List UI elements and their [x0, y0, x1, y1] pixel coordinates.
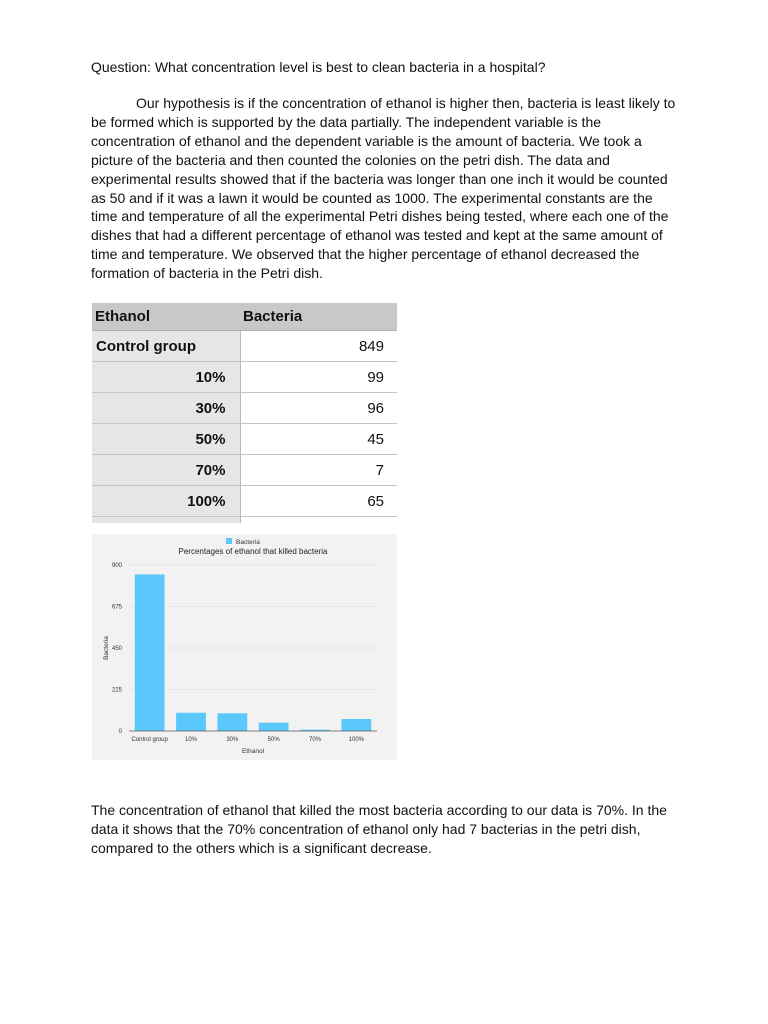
- row-value: 7: [240, 455, 397, 486]
- bar: [341, 719, 371, 731]
- legend-swatch: [226, 538, 232, 544]
- bar: [259, 723, 289, 731]
- y-tick-label: 675: [111, 604, 122, 611]
- table-header-row: [92, 303, 397, 331]
- row-value: 849: [240, 331, 397, 362]
- y-axis-label: Bacteria: [103, 636, 110, 660]
- row-label: Control group: [92, 331, 240, 362]
- x-tick-label: 70%: [308, 737, 322, 743]
- x-tick-label: 30%: [226, 737, 239, 743]
- table-tail-cell: [240, 517, 397, 524]
- row-value: 96: [240, 393, 397, 424]
- table-row: [92, 362, 397, 393]
- x-axis-label: Ethanol: [241, 748, 265, 755]
- hypothesis-paragraph: Our hypothesis is if the concentration of ethanol is higher then, bacteria is least likely to be formed which is supported by the data partially. The independent variable is the concentration of ethanol and the dependent variable is the amount of bacteria. We took a picture of the bacteria and then counted the colonies on the petri dish. The data and experimental results showed that if the bacteria was longer than one inch it would be counted as 50 and if it was a lawn it would be counted as 1000. The experimental constants are the time and temperature of all the experimental Petri dishes being tested, where each one of the dishes that had a different percentage of ethanol was tested and kept at the same amount of time and temperature. We observed that the higher percentage of ethanol decreased the formation of bacteria in the Petri dish.: [91, 95, 676, 282]
- y-tick-label: 225: [111, 687, 122, 694]
- results-table: [92, 303, 397, 523]
- row-label: 10%: [92, 362, 240, 393]
- bacteria-column-header: Bacteria: [240, 303, 397, 331]
- chart-canvas: [92, 534, 397, 760]
- y-tick-label: 450: [111, 646, 122, 652]
- row-label: 30%: [92, 393, 240, 424]
- bar: [135, 574, 165, 731]
- x-tick-label: 100%: [348, 737, 365, 743]
- x-tick-label: 10%: [184, 737, 198, 743]
- table-tail-row: [92, 517, 397, 524]
- y-tick-label: 0: [118, 729, 122, 735]
- table-row: [92, 455, 397, 486]
- table-row: [92, 393, 397, 424]
- row-label: 100%: [92, 486, 240, 517]
- y-tick-label: 900: [111, 563, 122, 569]
- ethanol-column-header: Ethanol: [92, 303, 240, 331]
- x-tick-label: Control group: [131, 737, 168, 743]
- x-tick-label: 50%: [267, 737, 280, 743]
- row-label: 70%: [92, 455, 240, 486]
- conclusion-paragraph: The concentration of ethanol that killed the most bacteria according to our data is 70%. In the data it shows that the 70% concentration of ethanol only had 7 bacterias in the petri dish, compared to the others which is a significant decrease.: [91, 802, 667, 856]
- bacteria-bar-chart: [92, 534, 397, 760]
- table-row: [92, 424, 397, 455]
- row-value: 45: [240, 424, 397, 455]
- bar: [217, 713, 247, 731]
- row-label: 50%: [92, 424, 240, 455]
- row-value: 65: [240, 486, 397, 517]
- table-row: [92, 331, 397, 362]
- legend-label: Bacteria: [236, 539, 260, 546]
- question-text: Question: What concentration level is best to clean bacteria in a hospital?: [91, 59, 546, 75]
- row-value: 99: [240, 362, 397, 393]
- chart-title: Percentages of ethanol that killed bacteria: [178, 547, 328, 556]
- bar: [176, 713, 206, 731]
- table-tail-cell: [92, 517, 240, 524]
- table-row: [92, 486, 397, 517]
